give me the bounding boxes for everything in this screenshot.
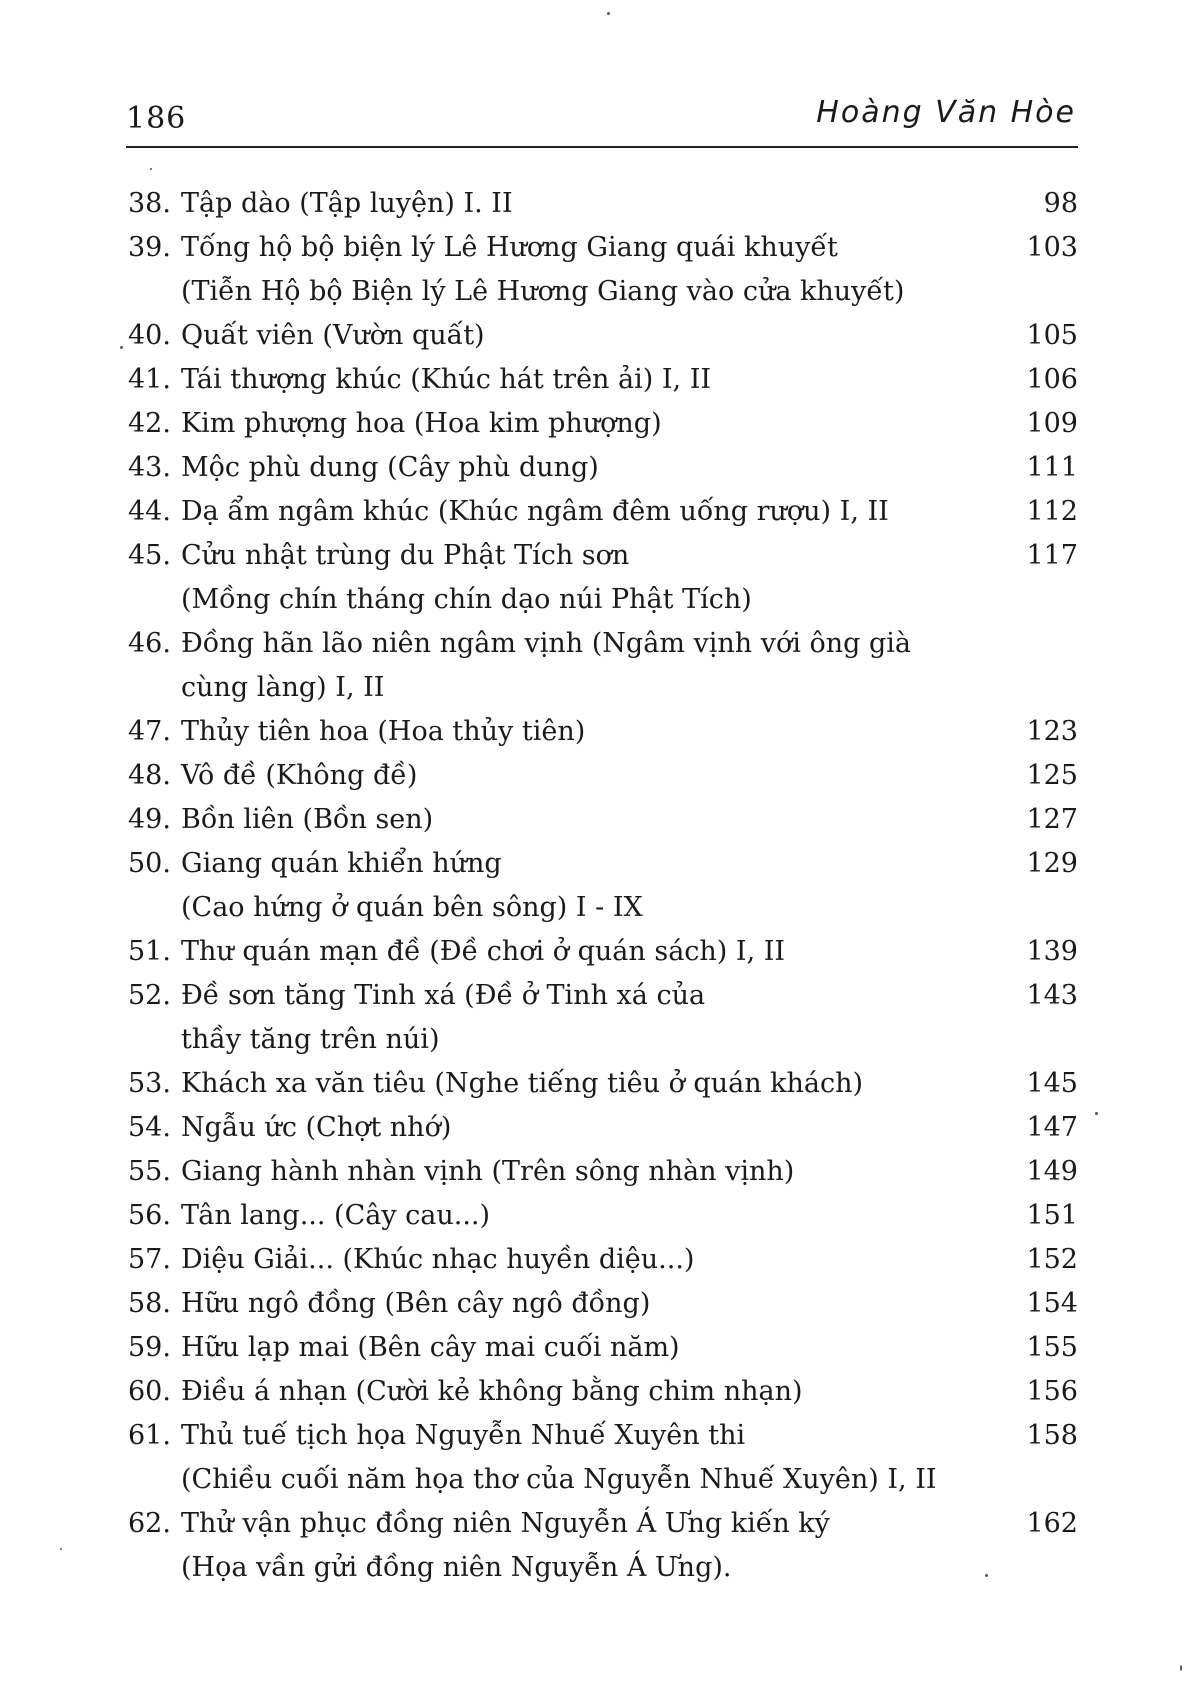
toc-entry-page: 112 bbox=[1026, 496, 1078, 527]
toc-entry-page: 139 bbox=[1026, 936, 1078, 967]
toc-entry-title: (Tiễn Hộ bộ Biện lý Lê Hương Giang vào cửa khuyết) bbox=[181, 276, 905, 307]
toc-entry-page: 123 bbox=[1026, 716, 1078, 747]
toc-entry-title: Tân lang... (Cây cau...) bbox=[181, 1200, 491, 1231]
toc-entry bbox=[128, 1414, 1078, 1458]
toc-entry-page: 129 bbox=[1026, 848, 1078, 879]
toc-entry-title: Giang hành nhàn vịnh (Trên sông nhàn vịnh) bbox=[181, 1156, 795, 1187]
toc-entry bbox=[128, 402, 1078, 446]
toc-entry-page: 156 bbox=[1026, 1376, 1078, 1407]
toc-entry bbox=[128, 490, 1078, 534]
toc-entry bbox=[128, 710, 1078, 754]
toc-entry-number: 38. bbox=[128, 188, 171, 219]
toc-entry-number: 62. bbox=[128, 1508, 171, 1539]
toc-entry-title: Bồn liên (Bồn sen) bbox=[181, 804, 434, 835]
running-head: Hoàng Văn Hòe bbox=[816, 95, 1076, 130]
toc-entry-continuation bbox=[128, 270, 1078, 314]
scan-speck bbox=[1180, 1665, 1182, 1671]
toc-entry bbox=[128, 182, 1078, 226]
scan-speck bbox=[607, 12, 610, 15]
toc-entry-page: 98 bbox=[1043, 188, 1078, 219]
header-rule bbox=[126, 146, 1078, 148]
toc-entry bbox=[128, 226, 1078, 270]
toc-entry-number: 60. bbox=[128, 1376, 171, 1407]
toc-entry-title: cùng làng) I, II bbox=[181, 672, 385, 703]
toc-entry-page: 143 bbox=[1026, 980, 1078, 1011]
page-number: 186 bbox=[126, 101, 187, 136]
scan-speck bbox=[120, 346, 123, 349]
toc-entry-title: Diệu Giải... (Khúc nhạc huyền diệu...) bbox=[181, 1244, 695, 1275]
toc-entry bbox=[128, 798, 1078, 842]
toc-entry bbox=[128, 1502, 1078, 1546]
toc-entry-number: 45. bbox=[128, 540, 171, 571]
toc-entry-page: 109 bbox=[1026, 408, 1078, 439]
toc-entry bbox=[128, 446, 1078, 490]
toc-entry-title: Dạ ẩm ngâm khúc (Khúc ngâm đêm uống rượu) I, II bbox=[181, 496, 889, 527]
toc-entry bbox=[128, 1150, 1078, 1194]
toc-entry-number: 57. bbox=[128, 1244, 171, 1275]
scan-speck bbox=[150, 168, 152, 170]
toc-entry-continuation bbox=[128, 1458, 1078, 1502]
toc-entry-number: 43. bbox=[128, 452, 171, 483]
toc-entry bbox=[128, 842, 1078, 886]
toc-entry-page: 158 bbox=[1026, 1420, 1078, 1451]
toc-entry-title: Đồng hãn lão niên ngâm vịnh (Ngâm vịnh với ông già bbox=[181, 628, 912, 659]
toc-entry-number: 46. bbox=[128, 628, 171, 659]
toc-entry bbox=[128, 1062, 1078, 1106]
toc-entry-page: 127 bbox=[1026, 804, 1078, 835]
toc-entry bbox=[128, 930, 1078, 974]
toc-entry bbox=[128, 1282, 1078, 1326]
toc-entry bbox=[128, 622, 1078, 666]
toc-entry-page: 106 bbox=[1026, 364, 1078, 395]
toc-entry bbox=[128, 358, 1078, 402]
toc-entry-title: Hữu lạp mai (Bên cây mai cuối năm) bbox=[181, 1332, 680, 1363]
toc-entry-number: 41. bbox=[128, 364, 171, 395]
toc-entry-page: 145 bbox=[1026, 1068, 1078, 1099]
table-of-contents bbox=[128, 182, 1078, 1590]
toc-entry bbox=[128, 534, 1078, 578]
toc-entry bbox=[128, 314, 1078, 358]
toc-entry-number: 40. bbox=[128, 320, 171, 351]
toc-entry bbox=[128, 754, 1078, 798]
toc-entry-title: Ngẫu ức (Chợt nhớ) bbox=[181, 1112, 452, 1143]
toc-entry-title: Mộc phù dung (Cây phù dung) bbox=[181, 452, 599, 483]
toc-entry-number: 55. bbox=[128, 1156, 171, 1187]
toc-entry bbox=[128, 1106, 1078, 1150]
toc-entry-title: Giang quán khiển hứng bbox=[181, 848, 502, 879]
toc-entry-title: Thử vận phục đồng niên Nguyễn Á Ưng kiến ký bbox=[181, 1508, 830, 1539]
toc-entry-title: Tống hộ bộ biện lý Lê Hương Giang quái khuyết bbox=[181, 232, 838, 263]
toc-entry-continuation bbox=[128, 666, 1078, 710]
toc-entry-page: 117 bbox=[1026, 540, 1078, 571]
toc-entry-number: 52. bbox=[128, 980, 171, 1011]
toc-entry-title: (Cao hứng ở quán bên sông) I - IX bbox=[181, 892, 643, 923]
toc-entry-title: Cửu nhật trùng du Phật Tích sơn bbox=[181, 540, 630, 571]
toc-entry bbox=[128, 1238, 1078, 1282]
toc-entry-number: 61. bbox=[128, 1420, 171, 1451]
toc-entry-title: (Họa vần gửi đồng niên Nguyễn Á Ưng). bbox=[181, 1552, 732, 1583]
toc-entry-number: 53. bbox=[128, 1068, 171, 1099]
toc-entry-page: 155 bbox=[1026, 1332, 1078, 1363]
toc-entry-number: 44. bbox=[128, 496, 171, 527]
toc-entry bbox=[128, 1326, 1078, 1370]
toc-entry-number: 58. bbox=[128, 1288, 171, 1319]
toc-entry-continuation bbox=[128, 1018, 1078, 1062]
toc-entry-title: thầy tăng trên núi) bbox=[181, 1024, 440, 1055]
toc-entry-page: 151 bbox=[1026, 1200, 1078, 1231]
toc-entry-title: Khách xa văn tiêu (Nghe tiếng tiêu ở quán khách) bbox=[181, 1068, 864, 1099]
toc-entry-title: Đề sơn tăng Tinh xá (Đề ở Tinh xá của bbox=[181, 980, 706, 1011]
toc-entry-number: 48. bbox=[128, 760, 171, 791]
toc-entry bbox=[128, 1194, 1078, 1238]
toc-entry-number: 42. bbox=[128, 408, 171, 439]
toc-entry-title: Thủy tiên hoa (Hoa thủy tiên) bbox=[181, 716, 586, 747]
toc-entry-number: 51. bbox=[128, 936, 171, 967]
toc-entry-continuation bbox=[128, 578, 1078, 622]
toc-entry-title: Vô đề (Không đề) bbox=[181, 760, 418, 791]
toc-entry bbox=[128, 974, 1078, 1018]
toc-entry-title: Quất viên (Vườn quất) bbox=[181, 320, 485, 351]
toc-entry-page: 125 bbox=[1026, 760, 1078, 791]
toc-entry-page: 105 bbox=[1026, 320, 1078, 351]
toc-entry-title: Thủ tuế tịch họa Nguyễn Nhuế Xuyên thi bbox=[181, 1420, 746, 1451]
toc-entry-page: 147 bbox=[1026, 1112, 1078, 1143]
toc-entry bbox=[128, 1370, 1078, 1414]
toc-entry-page: 162 bbox=[1026, 1508, 1078, 1539]
toc-entry-page: 149 bbox=[1026, 1156, 1078, 1187]
toc-entry-number: 54. bbox=[128, 1112, 171, 1143]
scan-speck bbox=[985, 1574, 988, 1577]
scan-speck bbox=[1095, 1112, 1098, 1115]
scan-speck bbox=[60, 1548, 62, 1550]
toc-entry-title: Hữu ngô đồng (Bên cây ngô đồng) bbox=[181, 1288, 651, 1319]
toc-entry-page: 152 bbox=[1026, 1244, 1078, 1275]
page-header bbox=[126, 95, 1076, 145]
toc-entry-page: 154 bbox=[1026, 1288, 1078, 1319]
toc-entry-page: 111 bbox=[1026, 452, 1078, 483]
toc-entry-title: Thư quán mạn đề (Đề chơi ở quán sách) I, II bbox=[181, 936, 786, 967]
toc-entry-title: (Mồng chín tháng chín dạo núi Phật Tích) bbox=[181, 584, 752, 615]
toc-entry-number: 59. bbox=[128, 1332, 171, 1363]
toc-entry-continuation bbox=[128, 886, 1078, 930]
toc-entry-title: Điều á nhạn (Cười kẻ không bằng chim nhạn) bbox=[181, 1376, 803, 1407]
toc-entry-number: 39. bbox=[128, 232, 171, 263]
toc-entry-title: Kim phượng hoa (Hoa kim phượng) bbox=[181, 408, 662, 439]
toc-entry-title: Tái thượng khúc (Khúc hát trên ải) I, II bbox=[181, 364, 712, 395]
toc-entry-number: 50. bbox=[128, 848, 171, 879]
toc-entry-page: 103 bbox=[1026, 232, 1078, 263]
toc-entry-number: 49. bbox=[128, 804, 171, 835]
toc-entry-number: 56. bbox=[128, 1200, 171, 1231]
toc-entry-continuation bbox=[128, 1546, 1078, 1590]
toc-entry-title: Tập dào (Tập luyện) I. II bbox=[181, 188, 513, 219]
toc-entry-title: (Chiều cuối năm họa thơ của Nguyễn Nhuế Xuyên) I, II bbox=[181, 1464, 937, 1495]
toc-entry-number: 47. bbox=[128, 716, 171, 747]
